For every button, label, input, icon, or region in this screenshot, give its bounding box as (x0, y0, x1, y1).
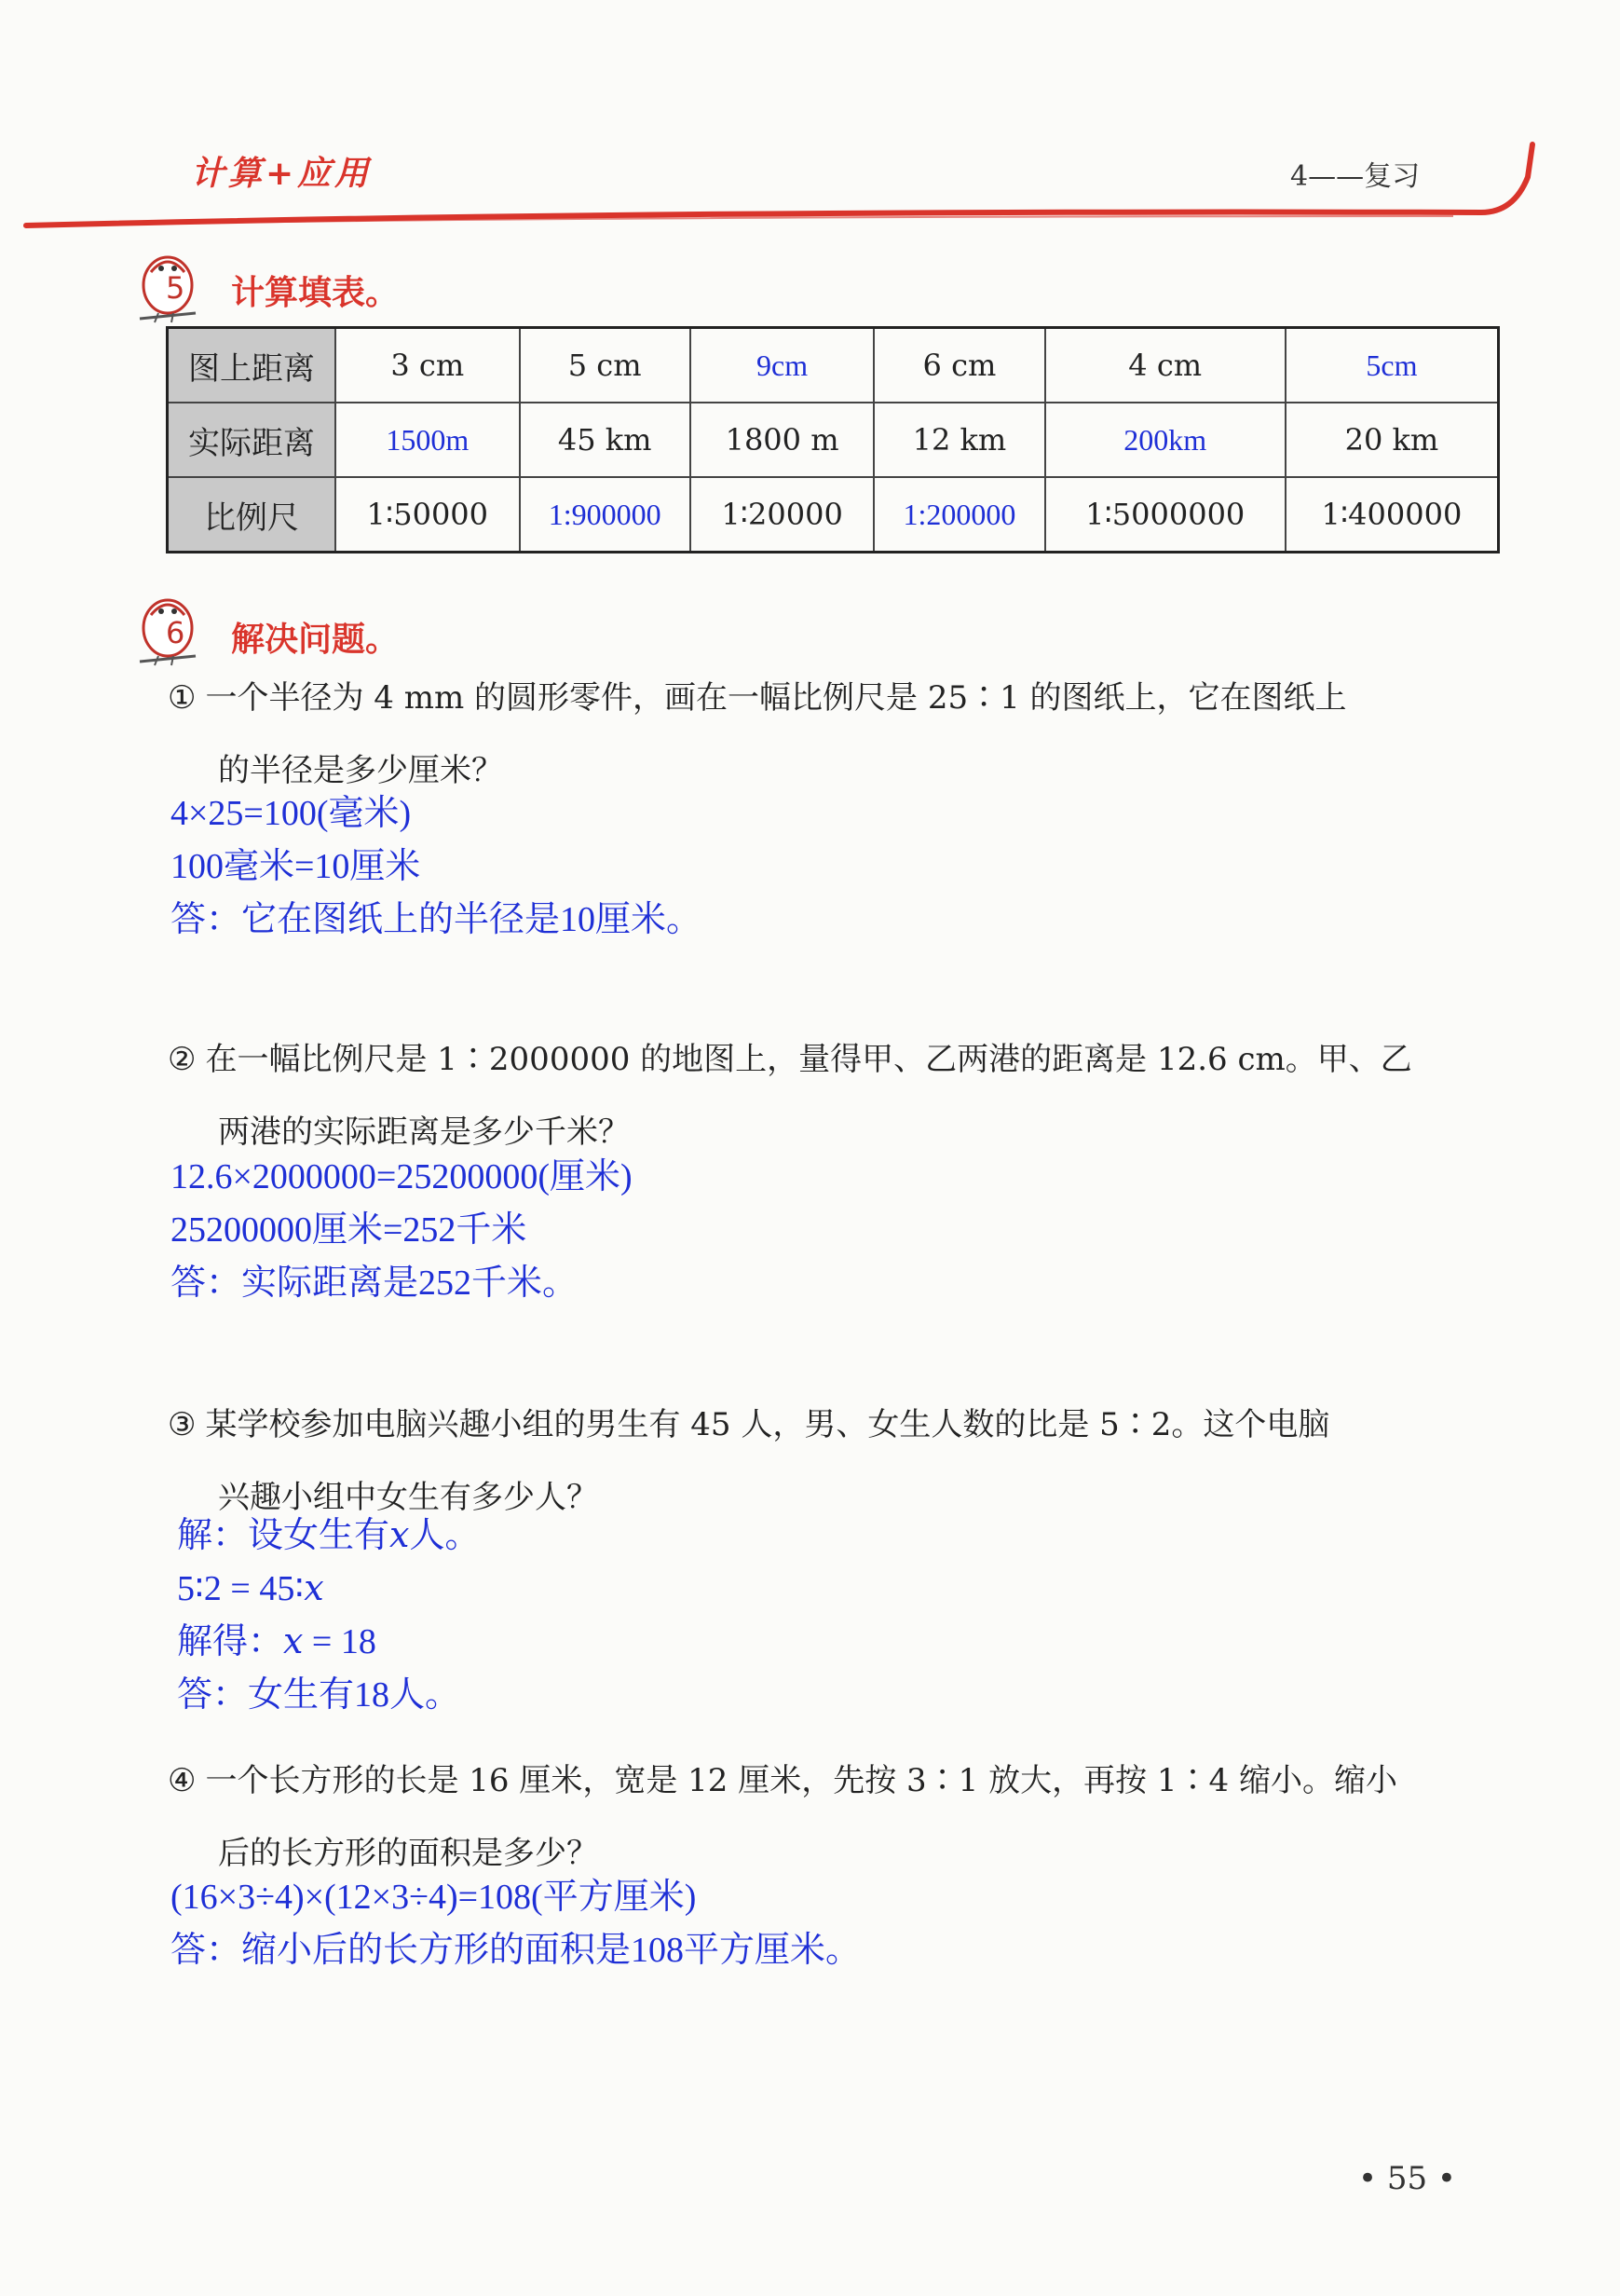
section-6-title: 解决问题。 (231, 621, 400, 659)
table-cell: 20 km (1286, 403, 1499, 477)
table-cell: 6 cm (874, 328, 1044, 403)
page-number: • 55 • (1358, 2160, 1456, 2197)
problem-text-line2: 两港的实际距离是多少千米？ (218, 1114, 630, 1151)
answer-line: 解：设女生有𝑥人。 (177, 1516, 481, 1555)
table-cell-answer: 200km (1045, 403, 1286, 477)
table-cell: 5 cm (520, 328, 690, 403)
table-cell-answer: 1:200000 (874, 477, 1044, 553)
answer-3 (177, 1510, 480, 1722)
problem-number: ① (168, 679, 197, 717)
problem-text-line1: 一个长方形的长是 16 厘米，宽是 12 厘米，先按 3∶1 放大，再按 1∶4 缩小。缩小 (205, 1762, 1397, 1799)
answer-2 (170, 1151, 633, 1310)
problem-2 (168, 1023, 1500, 1168)
table-row-header: 比例尺 (168, 477, 336, 553)
table-cell: 1∶5000000 (1045, 477, 1286, 553)
answer-line: 5∶2 = 45∶𝑥 (177, 1569, 324, 1608)
problem-number: ③ (168, 1406, 197, 1443)
table-row-header: 图上距离 (168, 328, 336, 403)
answer-line: 答：缩小后的长方形的面积是108平方厘米。 (170, 1931, 862, 1970)
table-cell-answer: 9cm (690, 328, 875, 403)
table-cell-answer: 5cm (1286, 328, 1499, 403)
problem-text-line2: 的半径是多少厘米？ (218, 752, 503, 789)
answer-line: 答：实际距离是252千米。 (170, 1264, 579, 1303)
problem-text-line2: 兴趣小组中女生有多少人？ (218, 1479, 598, 1516)
section-6-number: 6 (166, 615, 185, 650)
problem-text-line1: 某学校参加电脑兴趣小组的男生有 45 人，男、女生人数的比是 5∶2。这个电脑 (205, 1406, 1330, 1443)
section-5-number: 5 (166, 270, 185, 306)
table-row (168, 328, 1499, 403)
problem-text-line1: 在一幅比例尺是 1∶2000000 的地图上，量得甲、乙两港的距离是 12.6 cm。甲、乙 (205, 1041, 1412, 1078)
table-row-header: 实际距离 (168, 403, 336, 477)
problem-number: ② (168, 1041, 197, 1078)
problem-text-line1: 一个半径为 4 mm 的圆形零件，画在一幅比例尺是 25∶1 的图纸上，它在图纸上 (205, 679, 1347, 717)
section-5-title: 计算填表。 (231, 274, 400, 312)
answer-4 (170, 1871, 861, 1977)
header-swoosh-line (0, 140, 1620, 242)
table-cell-answer: 1500m (335, 403, 520, 477)
answer-line: 12.6×2000000=25200000(厘米) (170, 1157, 633, 1196)
answer-line: 解得：𝑥 = 18 (177, 1622, 376, 1661)
answer-line: 100毫米=10厘米 (170, 847, 421, 886)
problem-1 (168, 662, 1500, 807)
table-cell: 4 cm (1045, 328, 1286, 403)
answer-line: 25200000厘米=252千米 (170, 1210, 527, 1250)
table-cell: 3 cm (335, 328, 520, 403)
page-header-section: 4——复习 (1290, 160, 1421, 193)
problem-number: ④ (168, 1762, 197, 1799)
table-row (168, 403, 1499, 477)
answer-1 (170, 787, 701, 947)
problem-text-line2: 后的长方形的面积是多少？ (218, 1835, 598, 1872)
answer-line: (16×3÷4)×(12×3÷4)=108(平方厘米) (170, 1878, 697, 1917)
table-cell: 1800 m (690, 403, 875, 477)
table-cell: 1∶400000 (1286, 477, 1499, 553)
table-cell: 1∶20000 (690, 477, 875, 553)
problem-4 (168, 1744, 1500, 1890)
table-cell: 12 km (874, 403, 1044, 477)
table-cell-answer: 1:900000 (520, 477, 690, 553)
table-row (168, 477, 1499, 553)
page-header-title: 计算+应用 (191, 155, 373, 193)
answer-line: 答：女生有18人。 (177, 1675, 461, 1715)
answer-line: 4×25=100(毫米) (170, 794, 412, 833)
table-cell: 45 km (520, 403, 690, 477)
table-cell: 1∶50000 (335, 477, 520, 553)
scale-fill-table (166, 326, 1500, 554)
answer-line: 答：它在图纸上的半径是10厘米。 (170, 900, 702, 939)
